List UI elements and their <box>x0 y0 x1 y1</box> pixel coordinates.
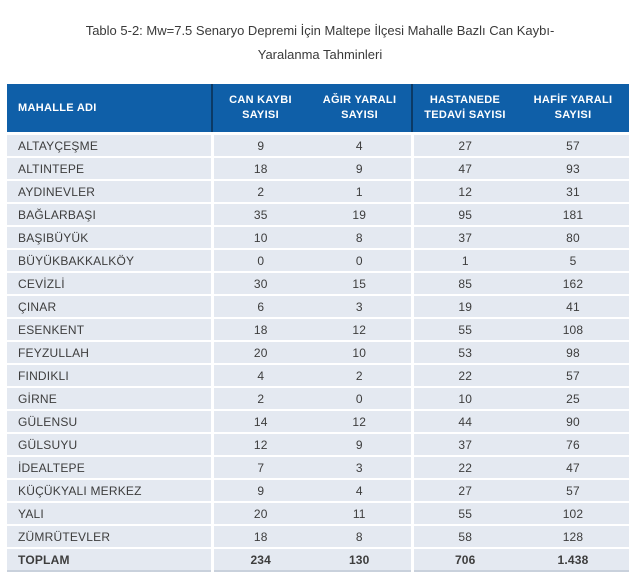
hastanede-cell: 95 <box>412 203 517 226</box>
agir-yarali-cell: 1 <box>308 180 412 203</box>
agir-yarali-cell: 0 <box>308 249 412 272</box>
header-row <box>7 84 629 134</box>
can-kaybi-cell: 30 <box>212 272 308 295</box>
header-label-line: CAN KAYBI <box>229 94 292 106</box>
hastanede-cell: 53 <box>412 341 517 364</box>
hafif-yarali-cell: 128 <box>517 525 629 548</box>
header-hastanede-tedavi-sayisi <box>412 84 517 134</box>
table-row <box>7 341 629 364</box>
mahalle-cell: ZÜMRÜTEVLER <box>7 525 212 548</box>
hastanede-cell: 44 <box>412 410 517 433</box>
hafif-yarali-cell: 57 <box>517 479 629 502</box>
agir-yarali-cell: 4 <box>308 479 412 502</box>
can-kaybi-cell: 18 <box>212 525 308 548</box>
hafif-yarali-cell: 181 <box>517 203 629 226</box>
mahalle-cell: BAĞLARBAŞI <box>7 203 212 226</box>
table-row <box>7 295 629 318</box>
table-row <box>7 180 629 203</box>
mahalle-cell: GÜLSUYU <box>7 433 212 456</box>
table-row <box>7 318 629 341</box>
header-label-line: HASTANEDE <box>429 94 501 106</box>
header-label-line: TEDAVİ SAYISI <box>424 109 506 121</box>
hastanede-cell: 55 <box>412 502 517 525</box>
hastanede-cell: 10 <box>412 387 517 410</box>
mahalle-cell: AYDINEVLER <box>7 180 212 203</box>
table-row <box>7 433 629 456</box>
can-kaybi-cell: 7 <box>212 456 308 479</box>
can-kaybi-cell: 18 <box>212 318 308 341</box>
header-label-line: SAYISI <box>341 109 378 121</box>
hastanede-cell: 58 <box>412 525 517 548</box>
hafif-yarali-cell: 90 <box>517 410 629 433</box>
hafif-yarali-cell: 98 <box>517 341 629 364</box>
hastanede-cell: 85 <box>412 272 517 295</box>
can-kaybi-cell: 9 <box>212 479 308 502</box>
can-kaybi-cell: 4 <box>212 364 308 387</box>
table-row <box>7 249 629 272</box>
total-row <box>7 548 629 571</box>
table-row <box>7 502 629 525</box>
table-row <box>7 226 629 249</box>
casualty-table <box>7 84 629 572</box>
table-row <box>7 272 629 295</box>
agir-yarali-cell: 130 <box>308 548 412 571</box>
table-caption <box>0 0 640 67</box>
mahalle-cell: GÜLENSU <box>7 410 212 433</box>
hafif-yarali-cell: 108 <box>517 318 629 341</box>
header-can-kaybi-sayisi <box>212 84 308 134</box>
mahalle-cell: BAŞIBÜYÜK <box>7 226 212 249</box>
hafif-yarali-cell: 5 <box>517 249 629 272</box>
header-label-line: AĞIR YARALI <box>322 94 397 106</box>
can-kaybi-cell: 20 <box>212 502 308 525</box>
header-hafif-yarali-sayisi <box>517 84 629 134</box>
can-kaybi-cell: 9 <box>212 134 308 158</box>
header-label-line: SAYISI <box>554 109 592 121</box>
can-kaybi-cell: 12 <box>212 433 308 456</box>
hafif-yarali-cell: 57 <box>517 134 629 158</box>
table-row <box>7 479 629 502</box>
hastanede-cell: 47 <box>412 157 517 180</box>
agir-yarali-cell: 12 <box>308 318 412 341</box>
hafif-yarali-cell: 1.438 <box>517 548 629 571</box>
hastanede-cell: 37 <box>412 433 517 456</box>
mahalle-cell: BÜYÜKBAKKALKÖY <box>7 249 212 272</box>
agir-yarali-cell: 3 <box>308 295 412 318</box>
can-kaybi-cell: 18 <box>212 157 308 180</box>
hafif-yarali-cell: 162 <box>517 272 629 295</box>
mahalle-cell: ALTAYÇEŞME <box>7 134 212 158</box>
mahalle-cell: GİRNE <box>7 387 212 410</box>
mahalle-cell: KÜÇÜKYALI MERKEZ <box>7 479 212 502</box>
table-caption-line1: Tablo 5-2: Mw=7.5 Senaryo Depremi İçin Maltepe İlçesi Mahalle Bazlı Can Kaybı- <box>85 23 555 38</box>
agir-yarali-cell: 3 <box>308 456 412 479</box>
hafif-yarali-cell: 31 <box>517 180 629 203</box>
table-row <box>7 157 629 180</box>
mahalle-cell: İDEALTEPE <box>7 456 212 479</box>
header-label: MAHALLE ADI <box>18 102 97 114</box>
header-label-line: SAYISI <box>242 109 279 121</box>
agir-yarali-cell: 8 <box>308 226 412 249</box>
header-mahalle-adi <box>7 84 212 134</box>
agir-yarali-cell: 8 <box>308 525 412 548</box>
agir-yarali-cell: 0 <box>308 387 412 410</box>
mahalle-cell: ALTINTEPE <box>7 157 212 180</box>
can-kaybi-cell: 2 <box>212 180 308 203</box>
table-row <box>7 364 629 387</box>
table-row <box>7 456 629 479</box>
hafif-yarali-cell: 76 <box>517 433 629 456</box>
agir-yarali-cell: 15 <box>308 272 412 295</box>
agir-yarali-cell: 9 <box>308 157 412 180</box>
can-kaybi-cell: 10 <box>212 226 308 249</box>
header-label-line: HAFİF YARALI <box>533 94 613 106</box>
table-header <box>7 84 629 134</box>
can-kaybi-cell: 0 <box>212 249 308 272</box>
table-row <box>7 410 629 433</box>
hastanede-cell: 27 <box>412 479 517 502</box>
agir-yarali-cell: 19 <box>308 203 412 226</box>
agir-yarali-cell: 4 <box>308 134 412 158</box>
hastanede-cell: 22 <box>412 364 517 387</box>
hafif-yarali-cell: 41 <box>517 295 629 318</box>
mahalle-cell: YALI <box>7 502 212 525</box>
hastanede-cell: 1 <box>412 249 517 272</box>
can-kaybi-cell: 234 <box>212 548 308 571</box>
mahalle-cell: FINDIKLI <box>7 364 212 387</box>
hafif-yarali-cell: 57 <box>517 364 629 387</box>
table-caption-line2: Yaralanma Tahminleri <box>257 47 383 62</box>
can-kaybi-cell: 2 <box>212 387 308 410</box>
table-row <box>7 387 629 410</box>
agir-yarali-cell: 11 <box>308 502 412 525</box>
hastanede-cell: 55 <box>412 318 517 341</box>
mahalle-cell: TOPLAM <box>7 548 212 571</box>
agir-yarali-cell: 10 <box>308 341 412 364</box>
hafif-yarali-cell: 80 <box>517 226 629 249</box>
can-kaybi-cell: 6 <box>212 295 308 318</box>
mahalle-cell: CEVİZLİ <box>7 272 212 295</box>
table-row <box>7 203 629 226</box>
agir-yarali-cell: 2 <box>308 364 412 387</box>
hastanede-cell: 706 <box>412 548 517 571</box>
can-kaybi-cell: 35 <box>212 203 308 226</box>
hastanede-cell: 27 <box>412 134 517 158</box>
mahalle-cell: ESENKENT <box>7 318 212 341</box>
hastanede-cell: 22 <box>412 456 517 479</box>
hafif-yarali-cell: 25 <box>517 387 629 410</box>
hafif-yarali-cell: 102 <box>517 502 629 525</box>
mahalle-cell: ÇINAR <box>7 295 212 318</box>
table-row <box>7 525 629 548</box>
hastanede-cell: 37 <box>412 226 517 249</box>
agir-yarali-cell: 9 <box>308 433 412 456</box>
hafif-yarali-cell: 93 <box>517 157 629 180</box>
can-kaybi-cell: 20 <box>212 341 308 364</box>
can-kaybi-cell: 14 <box>212 410 308 433</box>
hafif-yarali-cell: 47 <box>517 456 629 479</box>
header-agir-yarali-sayisi <box>308 84 412 134</box>
hastanede-cell: 12 <box>412 180 517 203</box>
table-body <box>7 134 629 572</box>
mahalle-cell: FEYZULLAH <box>7 341 212 364</box>
hastanede-cell: 19 <box>412 295 517 318</box>
agir-yarali-cell: 12 <box>308 410 412 433</box>
table-row <box>7 134 629 158</box>
